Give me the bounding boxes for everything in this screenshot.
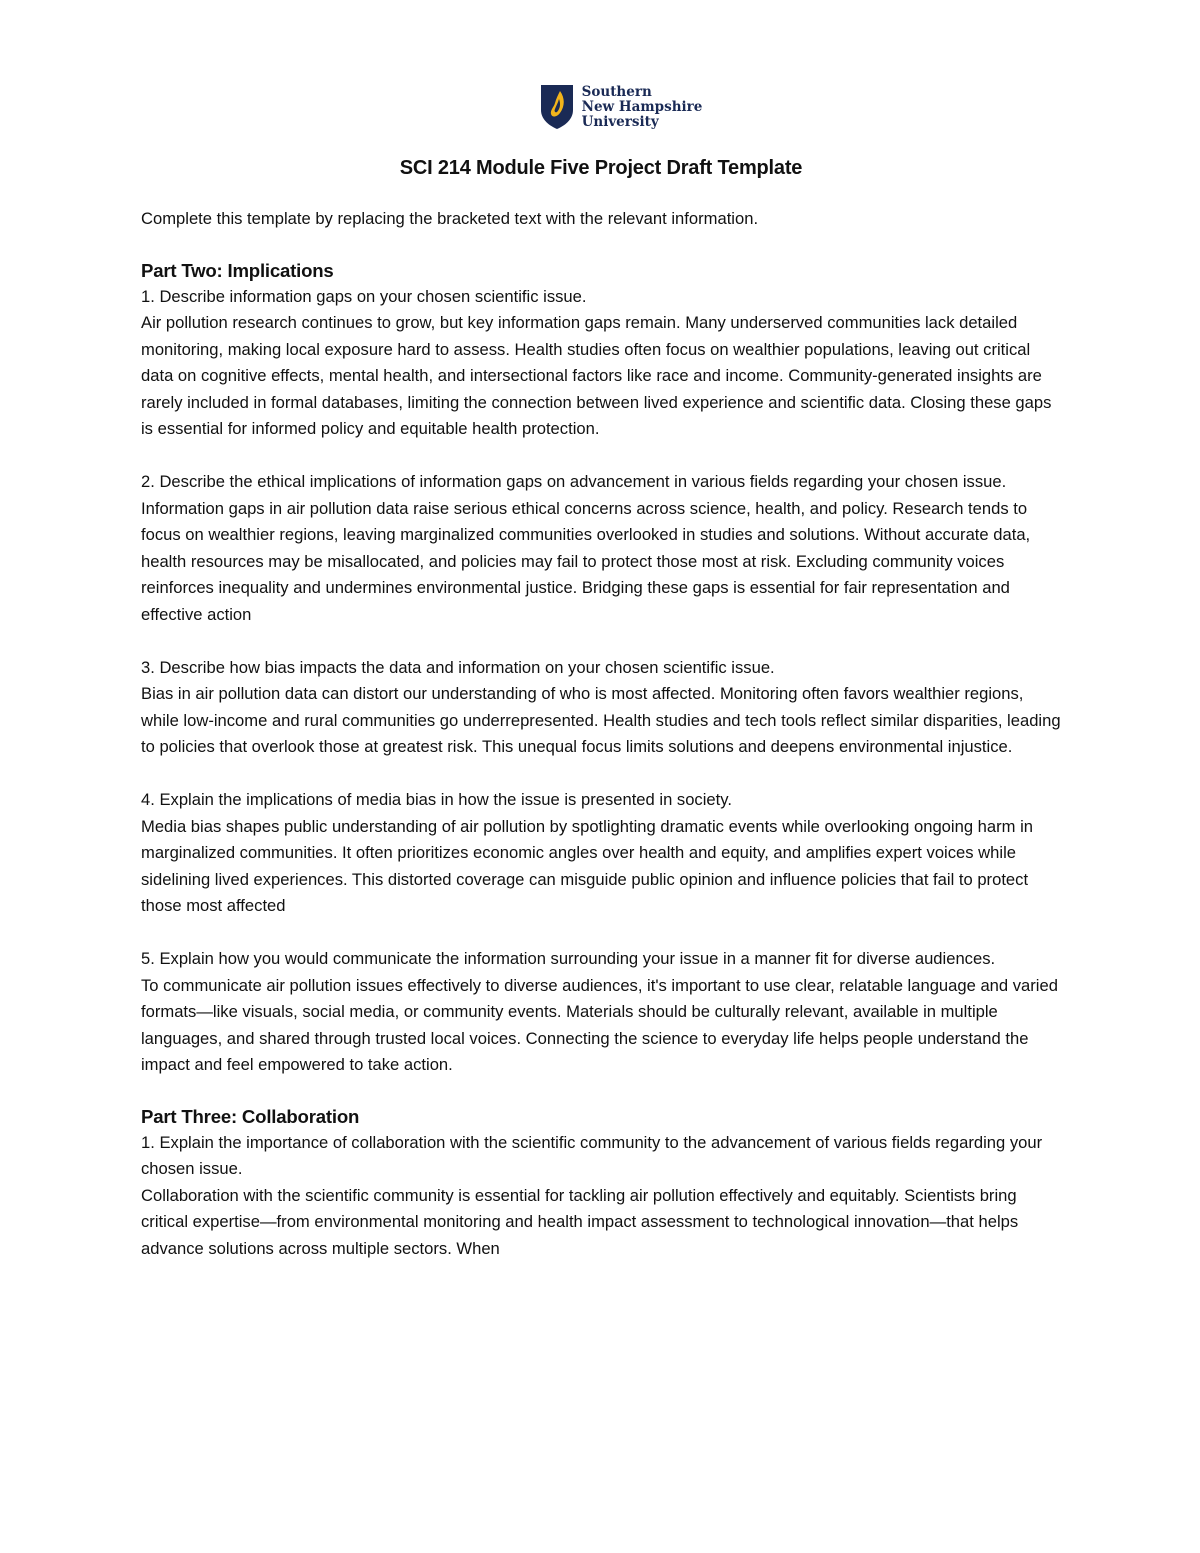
question-text: 4. Explain the implications of media bias in how the issue is presented in society. xyxy=(141,790,732,809)
question-text: 1. Explain the importance of collaboration with the scientific community to the advancement of various fields regarding your chosen issue. xyxy=(141,1132,1043,1178)
flame-shield-icon xyxy=(540,84,574,130)
logo-line: University xyxy=(581,113,659,130)
university-name xyxy=(582,85,703,130)
university-logo xyxy=(181,82,1061,132)
part-two-item-1 xyxy=(141,284,1061,443)
logo-line: Southern xyxy=(581,83,652,100)
part-two-heading: Part Two: Implications xyxy=(141,259,334,281)
answer-text: To communicate air pollution issues effectively to diverse audiences, it's important to use clear, relatable language and varied formats—like visuals, social media, or community events. Materials should be culturally relevant, available in multiple languages, and shared through trusted local voices. Connecting the science to everyday life helps people understand the impact and feel empowered to take action. xyxy=(141,975,1058,1074)
part-two-item-2 xyxy=(141,469,1061,628)
intro-instructions: Complete this template by replacing the bracketed text with the relevant information. xyxy=(141,209,759,228)
logo-line: New Hampshire xyxy=(581,98,703,115)
question-text: 2. Describe the ethical implications of information gaps on advancement in various fields regarding your chosen issue. xyxy=(141,472,1007,491)
part-three-item-1 xyxy=(141,1130,1061,1263)
question-text: 5. Explain how you would communicate the information surrounding your issue in a manner fit for diverse audiences. xyxy=(141,949,996,968)
part-three-heading: Part Three: Collaboration xyxy=(141,1105,360,1127)
document-title: SCI 214 Module Five Project Draft Template xyxy=(399,157,803,179)
question-text: 3. Describe how bias impacts the data and information on your chosen scientific issue. xyxy=(141,657,775,677)
document-page xyxy=(141,82,1061,1262)
part-two-item-4 xyxy=(141,787,1061,920)
answer-text: Information gaps in air pollution data raise serious ethical concerns across science, health, and policy. Research tends to focus on wealthier regions, leaving marginalized communities overlooked in studies and solutions. Without accurate data, health resources may be misallocated, and policies may fail to protect those most at risk. Excluding community voices reinforces inequality and undermines environmental justice. Bridging these gaps is essential for fair representation and effective action xyxy=(141,498,1031,624)
question-text: 1. Describe information gaps on your chosen scientific issue. xyxy=(141,286,587,306)
part-two-item-5 xyxy=(141,946,1061,1079)
part-two-item-3 xyxy=(141,655,1061,761)
answer-text: Air pollution research continues to grow, but key information gaps remain. Many underserved communities lack detailed monitoring, making local exposure hard to assess. Health studies often focus on wealthier populations, leaving out critical data on cognitive effects, mental health, and intersectional factors like race and income. Community-generated insights are rarely included in formal databases, limiting the connection between lived experience and scientific data. Closing these gaps is essential for informed policy and equitable health protection. xyxy=(141,313,1052,438)
answer-text: Bias in air pollution data can distort our understanding of who is most affected. Monitoring often favors wealthier regions, while low-income and rural communities go underrepresented. Health studies and tech tools reflect similar disparities, leading to policies that overlook those at greatest risk. This unequal focus limits solutions and deepens environmental injustice. xyxy=(141,684,1061,756)
answer-text: Collaboration with the scientific community is essential for tackling air pollution effectively and equitably. Scientists bring critical expertise—from environmental monitoring and health impact assessment to technological innovation—that helps advance solutions across multiple sectors. When xyxy=(141,1185,1019,1258)
answer-text: Media bias shapes public understanding of air pollution by spotlighting dramatic events while overlooking ongoing harm in marginalized communities. It often prioritizes economic angles over health and equity, and amplifies expert voices while sidelining lived experiences. This distorted coverage can misguide public opinion and influence policies that fail to protect those most affected xyxy=(141,816,1033,915)
